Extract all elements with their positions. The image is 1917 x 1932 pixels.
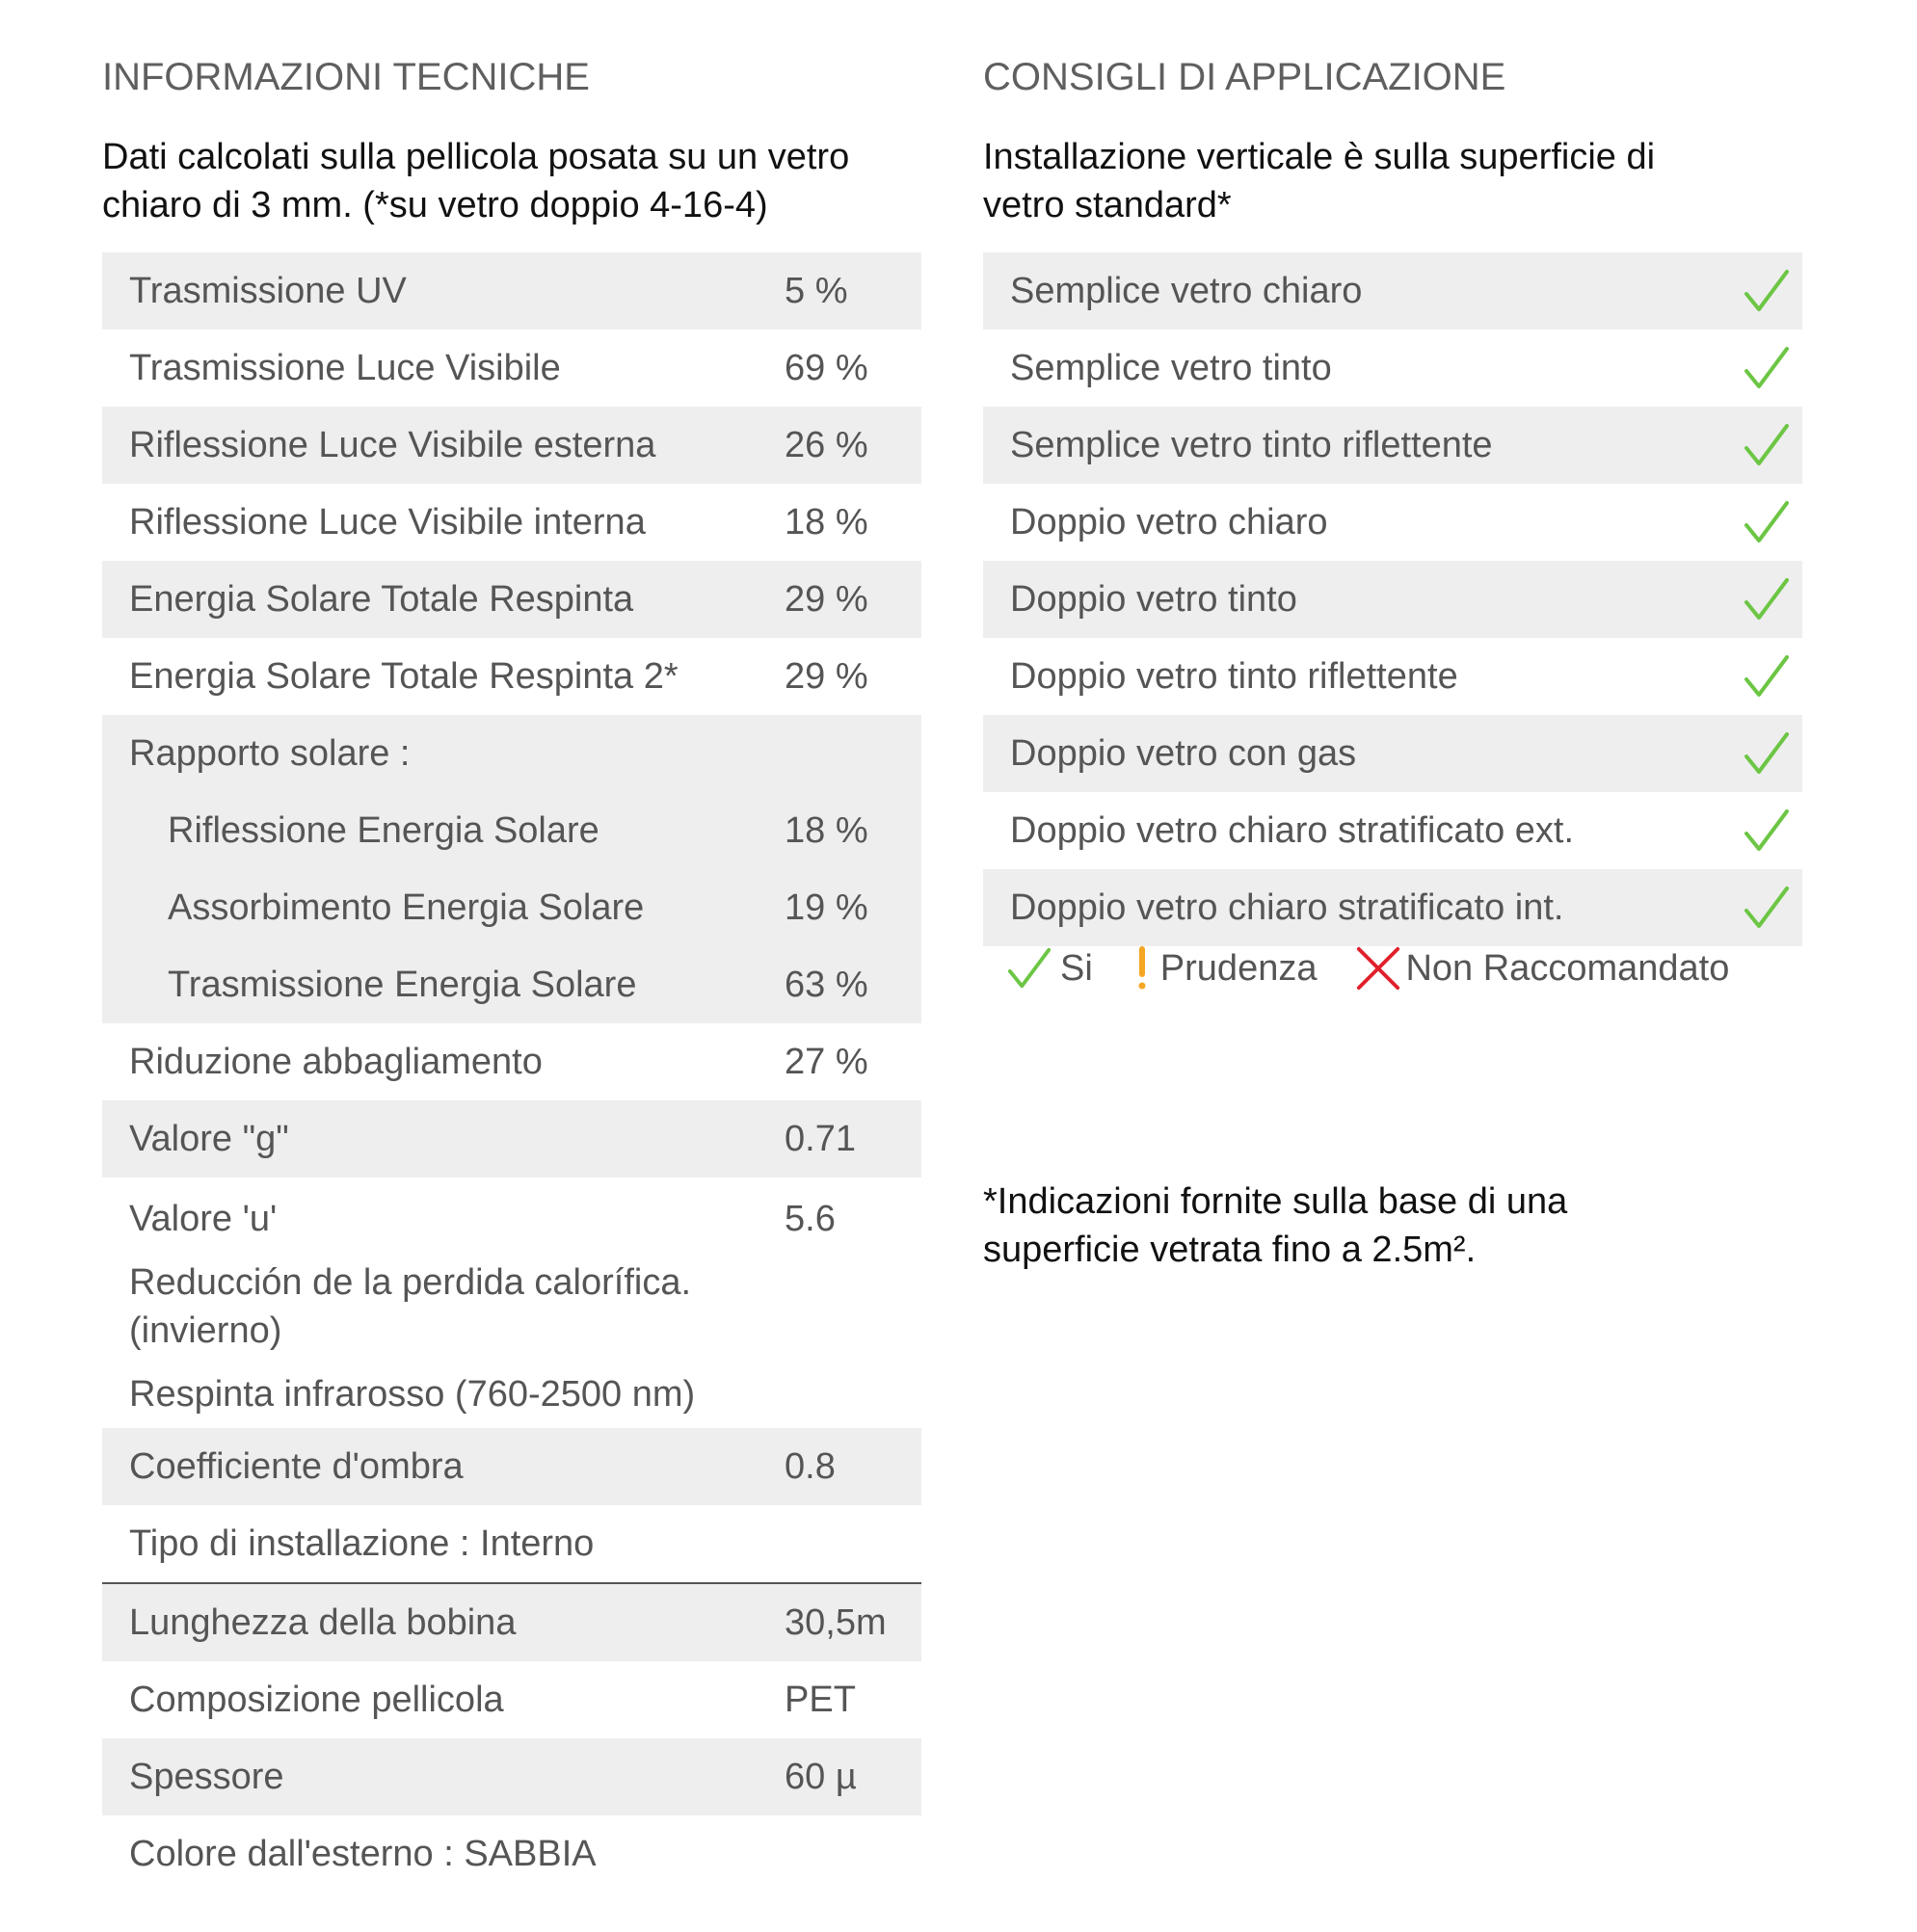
check-icon: [1743, 652, 1791, 701]
check-icon: [1743, 498, 1791, 546]
row-label: Assorbimento Energia Solare: [168, 887, 645, 928]
row-label: Energia Solare Totale Respinta: [129, 578, 634, 620]
legend-not-recommended: [1355, 945, 1729, 992]
legend: [1006, 944, 1729, 992]
winter-heat-loss-line: Reducción de la perdida calorífica.: [129, 1262, 692, 1303]
row-label: Doppio vetro con gas: [1010, 732, 1357, 774]
table-row: [983, 715, 1802, 792]
row-label: Riduzione abbagliamento: [129, 1041, 543, 1082]
table-row: [983, 252, 1802, 330]
infrared-label: Respinta infrarosso (760-2500 nm): [129, 1374, 696, 1415]
row-value: 30,5m: [785, 1601, 887, 1643]
row-label: Composizione pellicola: [129, 1679, 504, 1720]
check-icon: [1743, 729, 1791, 778]
row-label: Semplice vetro tinto: [1010, 347, 1332, 388]
intro-line: chiaro di 3 mm. (*su vetro doppio 4-16-4): [102, 185, 768, 225]
row-value: 29 %: [785, 578, 868, 620]
table-row: [102, 638, 921, 715]
winter-heat-loss-label: [129, 1258, 785, 1355]
table-row: [102, 1661, 921, 1738]
intro-line: Installazione verticale è sulla superficie di: [983, 137, 1656, 177]
row-value: PET: [785, 1679, 856, 1720]
row-value: 27 %: [785, 1041, 868, 1082]
table-row: [102, 1428, 921, 1505]
cross-icon: [1355, 945, 1401, 992]
u-value-labels: [102, 1178, 785, 1428]
footnote: [983, 1178, 1567, 1274]
install-type-row: [102, 1505, 921, 1582]
row-label: Riflessione Luce Visibile interna: [129, 501, 646, 543]
check-icon: [1743, 884, 1791, 932]
application-advice-title: CONSIGLI DI APPLICAZIONE: [983, 56, 1506, 98]
row-label: Trasmissione UV: [129, 270, 407, 311]
row-label: Riflessione Energia Solare: [168, 809, 599, 851]
footnote-line: *Indicazioni fornite sulla base di una: [983, 1181, 1568, 1222]
table-row: [983, 484, 1802, 561]
color-label: Colore dall'esterno : SABBIA: [129, 1833, 597, 1874]
row-label: Doppio vetro tinto: [1010, 578, 1297, 620]
row-value: 60 µ: [785, 1756, 857, 1797]
technical-info-intro: [102, 133, 849, 229]
row-label: Riflessione Luce Visibile esterna: [129, 424, 656, 465]
u-value-row: [102, 1178, 921, 1428]
row-label: Trasmissione Luce Visibile: [129, 347, 561, 388]
row-label: Doppio vetro chiaro stratificato ext.: [1010, 809, 1575, 851]
technical-info-title: INFORMAZIONI TECNICHE: [102, 56, 590, 98]
table-row: [102, 869, 921, 946]
table-row: [102, 330, 921, 407]
table-row: [983, 638, 1802, 715]
row-value: 5 %: [785, 270, 848, 311]
row-value: 19 %: [785, 887, 868, 928]
check-icon: [1743, 807, 1791, 855]
table-row: [102, 792, 921, 869]
row-label: Doppio vetro tinto riflettente: [1010, 655, 1458, 697]
row-label: Doppio vetro chiaro stratificato int.: [1010, 887, 1564, 928]
row-label: Valore "g": [129, 1118, 289, 1159]
u-value-label: Valore 'u': [129, 1199, 278, 1239]
table-row: [983, 792, 1802, 869]
check-icon: [1743, 575, 1791, 623]
row-label: Semplice vetro tinto riflettente: [1010, 424, 1493, 465]
legend-yes-label: Si: [1060, 947, 1093, 989]
legend-caution-label: Prudenza: [1159, 947, 1318, 989]
row-value: 69 %: [785, 347, 868, 388]
row-value: 29 %: [785, 655, 868, 697]
row-label: Semplice vetro chiaro: [1010, 270, 1363, 311]
table-row: [102, 946, 921, 1023]
table-row: [102, 484, 921, 561]
exclamation-icon: [1135, 944, 1149, 992]
table-row: [102, 1584, 921, 1661]
intro-line: Dati calcolati sulla pellicola posata su un vetro: [102, 137, 850, 177]
check-icon: [1743, 267, 1791, 315]
row-value: 63 %: [785, 964, 868, 1005]
application-advice-intro: [983, 133, 1655, 229]
table-row: [983, 330, 1802, 407]
table-row: [983, 561, 1802, 638]
table-row: [102, 561, 921, 638]
row-label: Lunghezza della bobina: [129, 1601, 517, 1643]
table-row: [102, 407, 921, 484]
check-icon: [1743, 421, 1791, 469]
table-row: [983, 407, 1802, 484]
legend-not-recommended-label: Non Raccomandato: [1405, 947, 1730, 989]
row-value: 26 %: [785, 424, 868, 465]
check-icon: [1743, 344, 1791, 392]
row-label: Spessore: [129, 1756, 284, 1797]
table-row: [102, 715, 921, 792]
table-row: [102, 1738, 921, 1815]
legend-yes: [1006, 945, 1093, 992]
table-row: [983, 869, 1802, 946]
row-label: Rapporto solare :: [129, 732, 411, 774]
application-table: [983, 252, 1802, 946]
winter-heat-loss-line: (invierno): [129, 1310, 282, 1351]
row-value: 0.8: [785, 1445, 836, 1487]
intro-line: vetro standard*: [983, 185, 1232, 225]
legend-caution: [1135, 944, 1318, 992]
check-icon: [1006, 945, 1052, 992]
u-value: 5.6: [785, 1199, 836, 1239]
row-label: Doppio vetro chiaro: [1010, 501, 1328, 543]
row-value: 0.71: [785, 1118, 856, 1159]
technical-table: [102, 252, 921, 1892]
table-row: [102, 1023, 921, 1100]
table-row: [102, 252, 921, 330]
row-value: 18 %: [785, 501, 868, 543]
row-label: Trasmissione Energia Solare: [168, 964, 637, 1005]
row-label: Coefficiente d'ombra: [129, 1445, 464, 1487]
install-type-label: Tipo di installazione : Interno: [129, 1522, 595, 1564]
color-row: [102, 1815, 921, 1892]
footnote-line: superficie vetrata fino a 2.5m².: [983, 1230, 1477, 1270]
row-label: Energia Solare Totale Respinta 2*: [129, 655, 679, 697]
row-value: 18 %: [785, 809, 868, 851]
table-row: [102, 1100, 921, 1178]
